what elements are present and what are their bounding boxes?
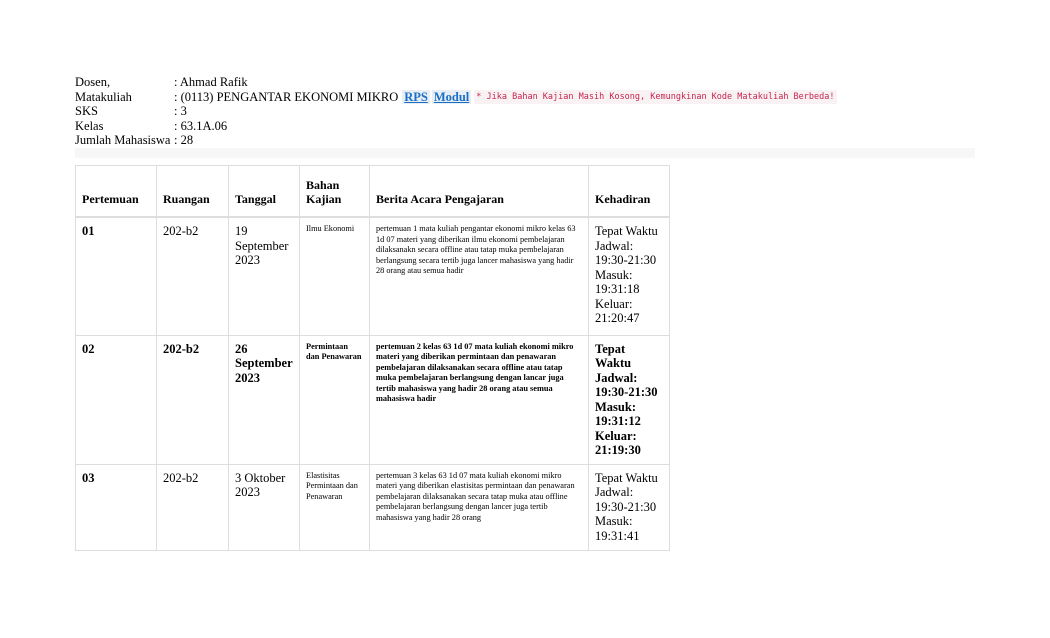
kelas-value: : 63.1A.06	[174, 118, 228, 133]
attendance-masuk: Masuk: 19:31:12	[595, 399, 641, 428]
header-pertemuan: Pertemuan	[76, 166, 157, 218]
attendance-jadwal: Jadwal: 19:30-21:30	[595, 370, 658, 399]
attendance-keluar: Keluar: 21:19:30	[595, 428, 641, 457]
matakuliah-value: : (0113) PENGANTAR EKONOMI MIKRO	[174, 89, 399, 104]
table-header-row	[76, 166, 670, 218]
cell-ruangan: 202-b2	[157, 335, 229, 464]
attendance-jadwal: Jadwal: 19:30-21:30	[595, 485, 657, 514]
course-info	[75, 75, 837, 148]
cell-kehadiran	[589, 217, 670, 335]
cell-tanggal: 26 September 2023	[229, 335, 300, 464]
sks-value: : 3	[174, 104, 187, 118]
table-top-band	[75, 148, 975, 158]
cell-ruangan: 202-b2	[157, 464, 229, 550]
attendance-status: Tepat Waktu	[595, 470, 658, 485]
header-kehadiran: Kehadiran	[589, 166, 670, 218]
cell-pertemuan: 03	[76, 464, 157, 550]
modul-link[interactable]: Modul	[433, 89, 470, 104]
attendance-masuk: Masuk: 19:31:41	[595, 514, 640, 543]
table-row	[76, 335, 670, 464]
header-berita-acara: Berita Acara Pengajaran	[370, 166, 589, 218]
attendance-jadwal: Jadwal: 19:30-21:30	[595, 238, 657, 267]
rps-link[interactable]: RPS	[404, 89, 428, 104]
info-row-sks	[75, 104, 837, 119]
cell-tanggal: 19 September 2023	[229, 217, 300, 335]
cell-ruangan: 202-b2	[157, 217, 229, 335]
info-row-matakuliah	[75, 90, 837, 105]
header-bahan-kajian: Bahan Kajian	[300, 166, 370, 218]
cell-kehadiran	[589, 335, 670, 464]
schedule-table	[75, 165, 670, 551]
table-row	[76, 464, 670, 550]
header-ruangan: Ruangan	[157, 166, 229, 218]
cell-tanggal: 3 Oktober 2023	[229, 464, 300, 550]
cell-bahan-kajian: Permintaan dan Penawaran	[300, 335, 370, 464]
table-row	[76, 217, 670, 335]
kelas-label: Kelas	[75, 118, 104, 133]
sks-label: SKS	[75, 104, 98, 118]
attendance-status: Tepat Waktu	[595, 341, 632, 370]
matakuliah-label: Matakuliah	[75, 89, 132, 104]
info-row-jumlah	[75, 133, 837, 148]
dosen-label: Dosen,	[75, 75, 111, 89]
cell-pertemuan: 01	[76, 217, 157, 335]
warning-note: * Jika Bahan Kajian Masih Kosong, Kemungkinan Kode Matakuliah Berbeda!	[474, 90, 836, 105]
cell-berita-acara: pertemuan 2 kelas 63 1d 07 mata kuliah ekonomi mikro materi yang diberikan permintaan dan penawaran pembelajaran dilaksanakan secara offline atau tatap muka pembelajaran berlangsung dengan lancar juga tertib mahasiswa yang hadir 28 orang atau semua mahasiswa hadir	[370, 335, 589, 464]
cell-bahan-kajian: Ilmu Ekonomi	[300, 217, 370, 335]
cell-berita-acara: pertemuan 3 kelas 63 1d 07 mata kuliah ekonomi mikro materi yang diberikan elastisitas permintaan dan penawaran pembelajaran dilaksanakan secara tatap muka atau offline pembelajaran berlangsung dengan lancer juga tertib mahasiswa yang hadir 28 orang	[370, 464, 589, 550]
attendance-keluar: Keluar: 21:20:47	[595, 296, 640, 325]
info-row-kelas	[75, 119, 837, 134]
jumlah-label: Jumlah Mahasiswa	[75, 133, 171, 147]
jumlah-value: : 28	[174, 133, 194, 147]
attendance-status: Tepat Waktu	[595, 224, 658, 238]
header-tanggal: Tanggal	[229, 166, 300, 218]
cell-bahan-kajian: Elastisitas Permintaan dan Penawaran	[300, 464, 370, 550]
attendance-masuk: Masuk: 19:31:18	[595, 267, 640, 296]
cell-pertemuan: 02	[76, 335, 157, 464]
cell-berita-acara: pertemuan 1 mata kuliah pengantar ekonomi mikro kelas 63 1d 07 materi yang diberikan ilmu ekonomi pembelajaran dilaksanakn secara offline atau tatap muka pembelajaran berlangsung secara tertib juga lancer mahasiswa yang hadir 28 orang atau semua hadir	[370, 217, 589, 335]
cell-kehadiran	[589, 464, 670, 550]
dosen-value: : Ahmad Rafik	[174, 75, 248, 89]
info-row-dosen	[75, 75, 837, 90]
